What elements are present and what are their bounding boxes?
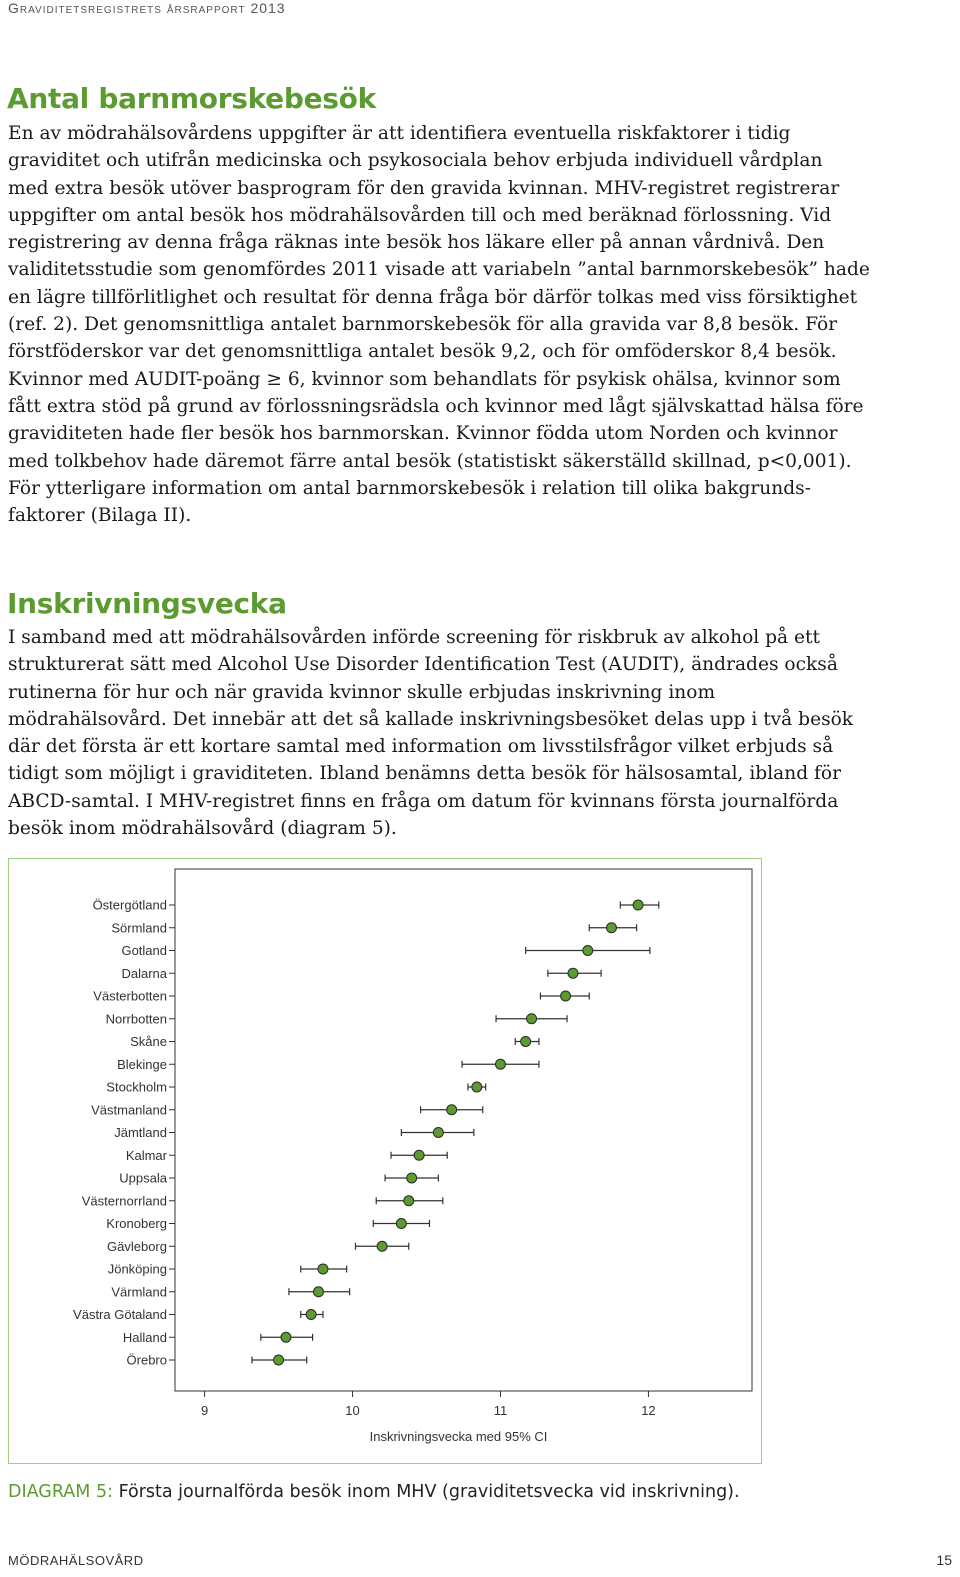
data-point xyxy=(521,1037,531,1047)
text-line: graviditet och utifrån medicinska och psykosociala behov erbjuda individuell vårdplan xyxy=(8,150,823,172)
page-number: 15 xyxy=(936,1552,952,1568)
y-tick-label: Gotland xyxy=(121,943,167,958)
text-line: en lägre tillförlitlighet och resultat för denna fråga bör därför tolkas med viss försiktighet xyxy=(8,286,858,308)
data-point xyxy=(606,923,616,933)
data-point xyxy=(306,1310,316,1320)
data-point xyxy=(404,1196,414,1206)
text-line: besök inom mödrahälsovård (diagram 5). xyxy=(8,818,397,840)
paragraph-barnmorskebesok xyxy=(8,120,888,529)
data-point xyxy=(583,946,593,956)
data-point xyxy=(472,1082,482,1092)
text-line: strukturerat sätt med Alcohol Use Disorder Identification Test (AUDIT), ändrades också xyxy=(8,654,838,676)
x-tick-label: 10 xyxy=(345,1403,360,1418)
data-point xyxy=(527,1014,537,1024)
caption-label: DIAGRAM 5: xyxy=(8,1482,113,1502)
text-line: rutinerna för hur och när gravida kvinnor skulle erbjudas inskrivning inom xyxy=(8,681,716,703)
text-line: fått extra stöd på grund av förlossningsrädsla och kvinnor med lågt självskattad hälsa före xyxy=(8,395,864,417)
y-tick-label: Norrbotten xyxy=(105,1011,167,1027)
x-tick-label: 9 xyxy=(200,1403,209,1418)
y-tick-label: Blekinge xyxy=(117,1056,167,1072)
text-line: En av mödrahälsovårdens uppgifter är att identifiera eventuella riskfaktorer i tidig xyxy=(8,123,791,144)
data-point xyxy=(561,991,571,1001)
footer-section: MÖDRAHÄLSOVÅRD xyxy=(8,1553,144,1568)
y-tick-label: Värmland xyxy=(111,1284,167,1300)
y-tick-label: Halland xyxy=(122,1329,167,1345)
text-line: För ytterligare information om antal barnmorskebesök i relation till olika bakgrunds- xyxy=(8,477,811,499)
y-tick-label: Stockholm xyxy=(106,1079,167,1095)
y-tick-label: Gävleborg xyxy=(107,1238,167,1254)
text-line: uppgifter om antal besök hos mödrahälsovården till och med beräknad förlossning. Vid xyxy=(8,204,832,226)
text-line: graviditeten hade fler besök hos barnmorskan. Kvinnor födda utom Norden och kvinnor xyxy=(8,423,838,445)
text-line: ABCD-samtal. I MHV-registret finns en fråga om datum för kvinnans första journalförda xyxy=(8,790,839,812)
figure-caption xyxy=(8,1482,740,1502)
text-line: validitetsstudie som genomfördes 2011 visade att variabeln ”antal barnmorskebesök” hade xyxy=(8,259,870,281)
y-tick-label: Jämtland xyxy=(114,1125,167,1140)
running-header: Graviditetsregistrets årsrapport 2013 xyxy=(8,0,286,16)
text-line: med tolkbehov hade däremot färre antal besök (statistiskt säkerställd skillnad, p<0,001). xyxy=(8,450,852,472)
section-heading-barnmorskebesok: Antal barnmorskebesök xyxy=(7,82,376,115)
text-line: där det första är ett kortare samtal med information om livsstilsfrågor vilket erbjuds så xyxy=(8,736,834,758)
y-tick-label: Östergötland xyxy=(92,897,167,913)
text-line: mödrahälsovård. Det innebär att det så kallade inskrivningsbesöket delas upp i två besök xyxy=(8,708,854,730)
x-tick-label: 11 xyxy=(493,1403,508,1418)
diagram-5-chart xyxy=(8,858,762,1464)
y-tick-label: Kronoberg xyxy=(106,1216,167,1231)
y-tick-label: Örebro xyxy=(126,1352,167,1368)
y-tick-label: Sörmland xyxy=(111,920,167,936)
plot-frame xyxy=(175,869,752,1391)
text-line: I samband med att mödrahälsovården införde screening för riskbruk av alkohol på ett xyxy=(8,627,820,648)
y-tick-label: Uppsala xyxy=(119,1170,167,1186)
data-point xyxy=(433,1128,443,1138)
data-point xyxy=(495,1059,505,1069)
data-point xyxy=(314,1287,324,1297)
y-tick-label: Dalarna xyxy=(121,965,167,981)
text-line: (ref. 2). Det genomsnittliga antalet barnmorskebesök för alla gravida var 8,8 besök. För xyxy=(8,314,838,336)
text-line: faktorer (Bilaga II). xyxy=(8,505,192,527)
data-point xyxy=(377,1241,387,1251)
text-line: med extra besök utöver basprogram för den gravida kvinnan. MHV-registret registrerar xyxy=(8,177,840,199)
y-tick-label: Kalmar xyxy=(125,1147,167,1163)
data-point xyxy=(407,1173,417,1183)
section-heading-inskrivningsvecka: Inskrivningsvecka xyxy=(7,587,287,620)
data-point xyxy=(633,900,643,910)
data-point xyxy=(281,1332,291,1342)
x-axis-label: Inskrivningsvecka med 95% CI xyxy=(369,1429,548,1444)
y-tick-label: Västmanland xyxy=(91,1102,167,1118)
text-line: förstföderskor var det genomsnittliga antalet besök 9,2, och för omföderskor 8,4 besök. xyxy=(8,341,837,363)
y-tick-label: Västernorrland xyxy=(81,1193,167,1209)
data-point xyxy=(318,1264,328,1274)
x-tick-label: 12 xyxy=(641,1403,656,1418)
caption-text: Första journalförda besök inom MHV (graviditetsvecka vid inskrivning). xyxy=(118,1482,740,1502)
y-tick-label: Skåne xyxy=(130,1034,167,1049)
text-line: Kvinnor med AUDIT-poäng ≥ 6, kvinnor som behandlats för psykisk ohälsa, kvinnor som xyxy=(8,368,841,390)
paragraph-inskrivningsvecka xyxy=(8,624,888,842)
text-line: tidigt som möjligt i graviditeten. Ibland benämns detta besök för hälsosamtal, ibland för xyxy=(8,763,841,785)
data-point xyxy=(396,1219,406,1229)
data-point xyxy=(274,1355,284,1365)
y-tick-label: Västra Götaland xyxy=(73,1307,167,1322)
data-point xyxy=(414,1150,424,1160)
data-point xyxy=(568,968,578,978)
data-point xyxy=(447,1105,457,1115)
text-line: registrering av denna fråga räknas inte besök hos läkare eller på annan vårdnivå. Den xyxy=(8,232,825,254)
forest-plot xyxy=(9,859,761,1463)
y-tick-label: Västerbotten xyxy=(93,988,167,1004)
y-tick-label: Jönköping xyxy=(107,1261,167,1277)
